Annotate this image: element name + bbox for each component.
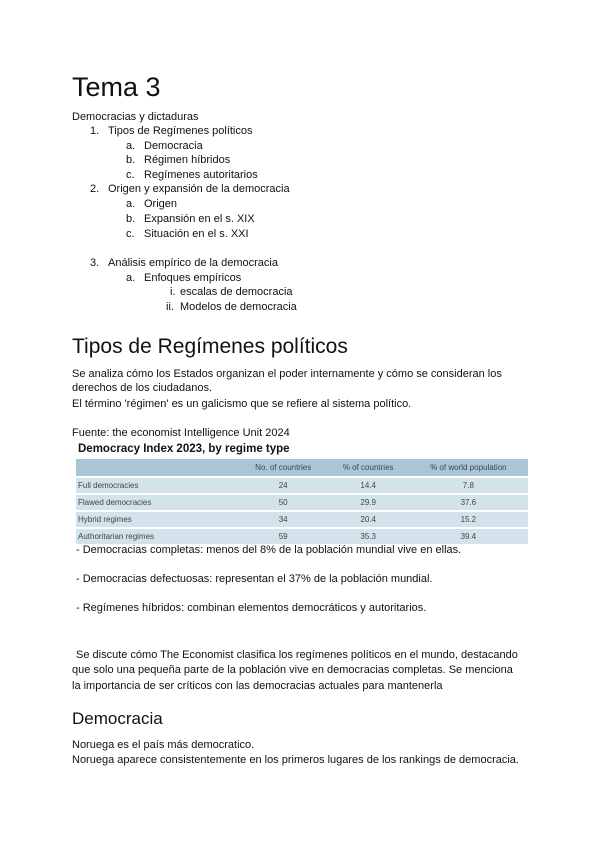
paragraph: la importancia de ser críticos con las democracias actuales para mantenerla <box>72 680 443 692</box>
table-row <box>76 512 528 527</box>
outline-num: a. <box>126 140 136 152</box>
outline-subsubitem: Modelos de democracia <box>180 301 297 313</box>
outline-num: 1. <box>90 125 100 137</box>
table-row <box>76 478 528 493</box>
table-row <box>76 495 528 510</box>
outline-num: a. <box>126 198 136 210</box>
cell: Full democracies <box>76 478 239 493</box>
outline-item: Tipos de Regímenes políticos <box>108 125 253 137</box>
cell: 20.4 <box>328 512 409 527</box>
source-note: Fuente: the economist Intelligence Unit 2024 <box>72 427 290 439</box>
outline-num: 2. <box>90 183 100 195</box>
paragraph: Noruega aparece consistentemente en los primeros lugares de los rankings de democracia. <box>72 754 519 766</box>
outline-num: b. <box>126 213 136 225</box>
cell: 24 <box>239 478 328 493</box>
outline-subitem: Expansión en el s. XIX <box>144 213 255 225</box>
bullet: - Democracias defectuosas: representan el 37% de la población mundial. <box>76 573 433 585</box>
outline-subitem: Régimen híbridos <box>144 154 231 166</box>
outline-item: Origen y expansión de la democracia <box>108 183 290 195</box>
cell: 59 <box>239 529 328 544</box>
paragraph: Se discute cómo The Economist clasifica los regímenes políticos en el mundo, destacando <box>76 649 518 661</box>
paragraph: derechos de los ciudadanos. <box>72 382 213 394</box>
outline-num: b. <box>126 154 136 166</box>
table-title: Democracy Index 2023, by regime type <box>78 443 290 455</box>
col-header: % of countries <box>328 459 409 476</box>
democracy-index-table <box>76 443 528 546</box>
outline-subitem: Enfoques empíricos <box>144 272 242 284</box>
outline-subsubitem: escalas de democracia <box>180 286 293 298</box>
outline-num: c. <box>126 169 135 181</box>
outline-num: c. <box>126 228 135 240</box>
col-header <box>76 459 239 476</box>
outline-num: a. <box>126 272 136 284</box>
cell: Flawed democracies <box>76 495 239 510</box>
paragraph: El término 'régimen' es un galicismo que se refiere al sistema político. <box>72 398 412 410</box>
outline-subitem: Origen <box>144 198 178 210</box>
outline-subitem: Situación en el s. XXI <box>144 228 249 240</box>
cell: 35.3 <box>328 529 409 544</box>
outline-num: 3. <box>90 257 100 269</box>
cell: Authoritarian regimes <box>76 529 239 544</box>
cell: Hybrid regimes <box>76 512 239 527</box>
outline-num: ii. <box>166 301 174 313</box>
cell: 14.4 <box>328 478 409 493</box>
outline-item: Análisis empírico de la democracia <box>108 257 278 269</box>
outline-subitem: Democracia <box>144 140 203 152</box>
section-heading: Tipos de Regímenes políticos <box>72 335 348 358</box>
col-header: % of world population <box>409 459 528 476</box>
cell: 15.2 <box>409 512 528 527</box>
bullet: - Democracias completas: menos del 8% de la población mundial vive en ellas. <box>76 544 462 556</box>
cell: 29.9 <box>328 495 409 510</box>
paragraph: Se analiza cómo los Estados organizan el poder internamente y cómo se consideran los <box>72 368 502 380</box>
table-header-row <box>76 459 528 476</box>
cell: 50 <box>239 495 328 510</box>
subsection-heading: Democracia <box>72 709 163 728</box>
page-title: Tema 3 <box>72 72 161 102</box>
paragraph: que solo una pequeña parte de la población vive en democracias completas. Se menciona <box>72 664 513 676</box>
cell: 7.8 <box>409 478 528 493</box>
outline-num: i. <box>170 286 176 298</box>
outline-subitem: Regímenes autoritarios <box>144 169 258 181</box>
cell: 34 <box>239 512 328 527</box>
cell: 37.6 <box>409 495 528 510</box>
outline-intro: Democracias y dictaduras <box>72 111 199 123</box>
col-header: No. of countries <box>239 459 328 476</box>
cell: 39.4 <box>409 529 528 544</box>
table-row <box>76 529 528 544</box>
paragraph: Noruega es el país más democratico. <box>72 739 255 751</box>
bullet: - Regímenes híbridos: combinan elementos democráticos y autoritarios. <box>76 602 427 614</box>
